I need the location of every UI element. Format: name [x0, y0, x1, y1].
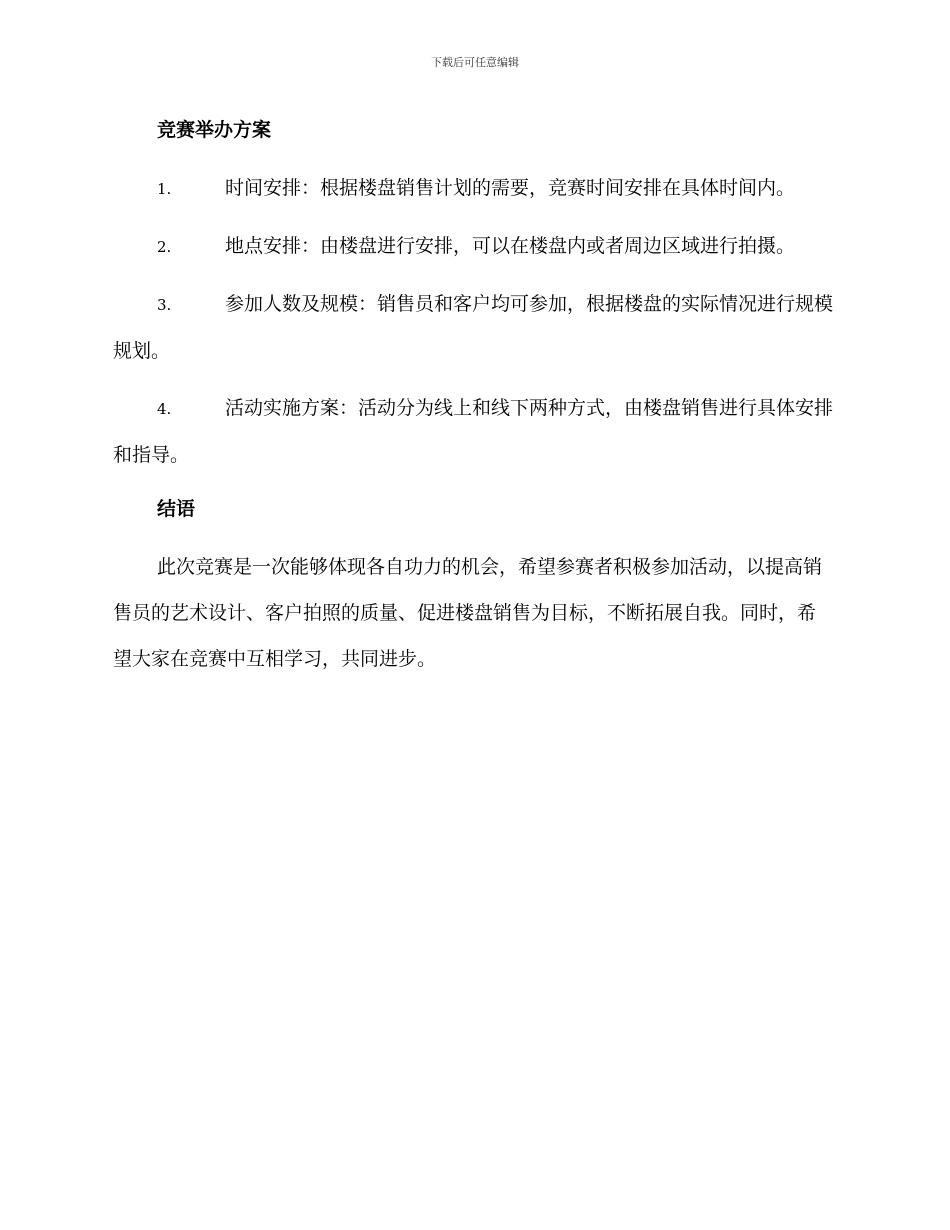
list-item-number: 3. [157, 296, 172, 314]
section-heading-conclusion: 结语 [157, 498, 196, 520]
list-item [113, 223, 833, 270]
list-item [113, 281, 833, 374]
list-item-text: 活动实施方案：活动分为线上和线下两种方式，由楼盘销售进行具体安排和指导。 [113, 397, 834, 466]
list-item-text: 时间安排：根据楼盘销售计划的需要，竞赛时间安排在具体时间内。 [225, 177, 796, 199]
list-item-number: 1. [157, 180, 172, 198]
list-item-text: 参加人数及规模：销售员和客户均可参加，根据楼盘的实际情况进行规模规划。 [113, 293, 834, 362]
list-item [113, 165, 833, 212]
header-note: 下载后可任意编辑 [431, 56, 519, 69]
list-item-number: 4. [157, 400, 172, 418]
section-heading-plan: 竞赛举办方案 [157, 119, 272, 141]
list-item [113, 385, 833, 478]
list-item-number: 2. [157, 238, 172, 256]
document-body [113, 110, 833, 682]
conclusion-paragraph: 此次竞赛是一次能够体现各自功力的机会，希望参赛者积极参加活动，以提高销售员的艺术设计、客户拍照的质量、促进楼盘销售为目标，不断拓展自我。同时，希望大家在竞赛中互相学习，共同进步。 [113, 556, 823, 670]
list-item-text: 地点安排：由楼盘进行安排，可以在楼盘内或者周边区域进行拍摄。 [225, 235, 796, 257]
